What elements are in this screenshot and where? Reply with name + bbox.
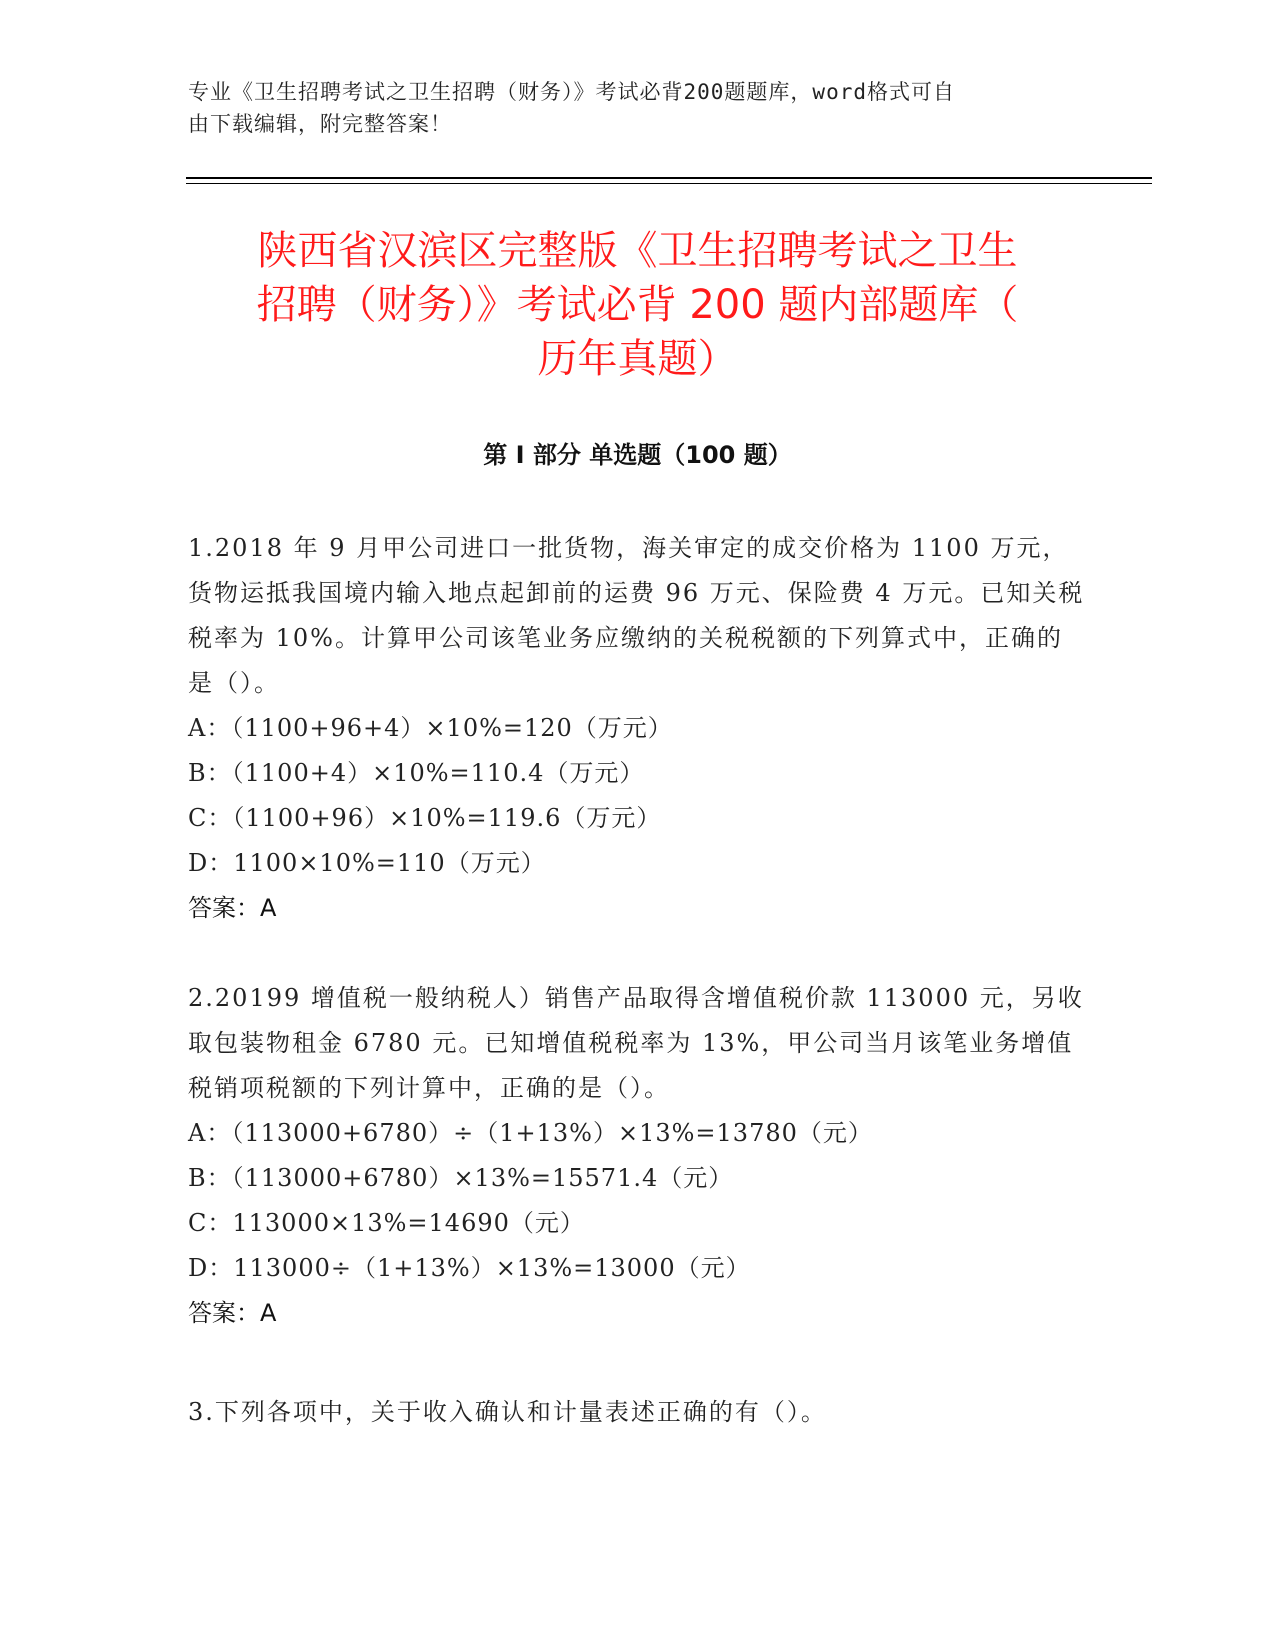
- answer: 答案：A: [188, 1299, 277, 1327]
- question-1: [188, 526, 1088, 931]
- header-rule-thick: [186, 177, 1152, 179]
- option-a: A：（1100+96+4）×10%=120（万元）: [188, 714, 673, 742]
- option-a: A：（113000+6780）÷（1+13%）×13%=13780（元）: [188, 1119, 873, 1147]
- document-title-line3: 历年真题）: [537, 336, 738, 382]
- header-rule-thin: [186, 183, 1152, 184]
- question-2: [188, 976, 1088, 1336]
- question-stem: 1.2018 年 9 月甲公司进口一批货物，海关审定的成交价格为 1100 万元，货物运抵我国境内输入地点起卸前的运费 96 万元、保险费 4 万元。已知关税税率为 10%。计算甲公司该笔业务应缴纳的关税税额的下列算式中，正确的是（）。: [188, 534, 1085, 697]
- section-title: 第 I 部分 单选题（100 题）: [483, 441, 792, 469]
- answer: 答案：A: [188, 894, 277, 922]
- question-stem: 3.下列各项中，关于收入确认和计量表述正确的有（）。: [188, 1398, 827, 1426]
- header-note-line1: 专业《卫生招聘考试之卫生招聘（财务）》考试必背200题题库，word格式可自: [188, 80, 955, 104]
- document-title-line2: 招聘（财务）》考试必背 200 题内部题库（: [256, 282, 1019, 328]
- option-c: C：（1100+96）×10%=119.6（万元）: [188, 804, 662, 832]
- option-b: B：（113000+6780）×13%=15571.4（元）: [188, 1164, 734, 1192]
- header-note-line2: 由下载编辑，附完整答案！: [188, 112, 452, 136]
- document-title: [180, 224, 1095, 386]
- option-b: B：（1100+4）×10%=110.4（万元）: [188, 759, 645, 787]
- option-d: D：113000÷（1+13%）×13%=13000（元）: [188, 1254, 751, 1282]
- option-c: C：113000×13%=14690（元）: [188, 1209, 585, 1237]
- option-d: D：1100×10%=110（万元）: [188, 849, 546, 877]
- question-stem: 2.20199 增值税一般纳税人）销售产品取得含增值税价款 113000 元，另收取包装物租金 6780 元。已知增值税税率为 13%，甲公司当月该笔业务增值税销项税额的下列计算中，正确的是（）。: [188, 984, 1084, 1102]
- document-title-line1: 陕西省汉滨区完整版《卫生招聘考试之卫生: [257, 228, 1018, 274]
- question-3: [188, 1390, 1088, 1435]
- header-note: [188, 76, 1088, 140]
